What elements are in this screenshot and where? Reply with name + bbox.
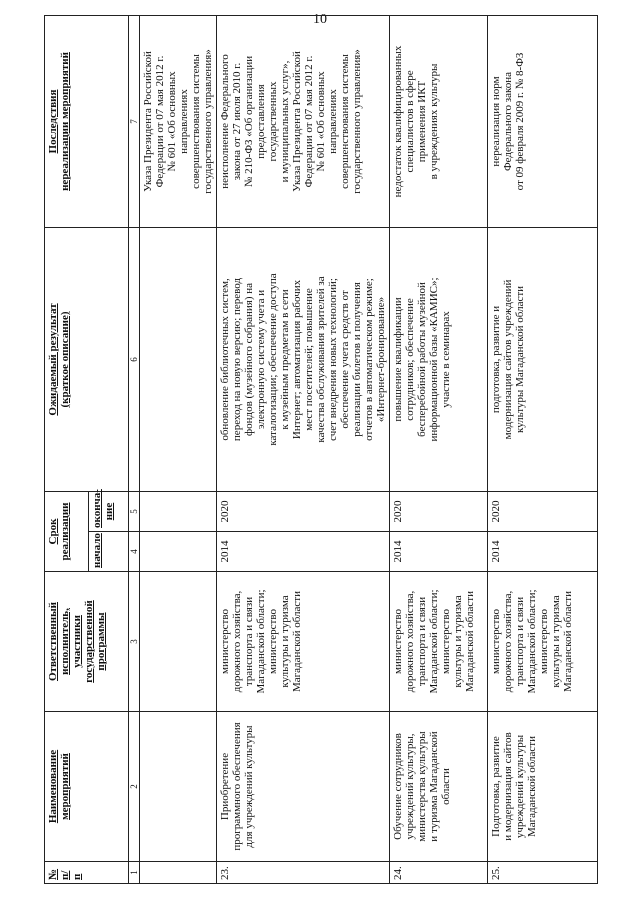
row-number: 25. xyxy=(488,862,598,884)
end-year xyxy=(140,491,217,531)
column-number: 6 xyxy=(129,227,140,491)
page-number: 10 xyxy=(313,12,327,27)
executor: министерство дорожного хозяйства, транспорта и связи Магаданской области; министерство культуры и туризма Магаданской области xyxy=(488,572,598,712)
program-measures-table xyxy=(44,15,598,884)
consequence: нереализация норм Федерального закона от 09 февраля 2009 г. № 8-ФЗ xyxy=(488,15,598,227)
end-year: 2020 xyxy=(217,491,390,531)
start-year: 2014 xyxy=(217,532,390,572)
start-year xyxy=(140,532,217,572)
consequence: Указа Президента Российской Федерации от 07 мая 2012 г. № 601 «Об основных направлениях совершенствования системы государственного управления» xyxy=(140,15,217,227)
executor xyxy=(140,572,217,712)
executor: министерство дорожного хозяйства, транспорта и связи Магаданской области; министерство культуры и туризма Магаданской области xyxy=(390,572,488,712)
header-name: Наименование мероприятий xyxy=(45,712,129,862)
measure-name: Обучение сотрудников учреждений культуры, министерства культуры и туризма Магаданской области xyxy=(390,712,488,862)
row-number: 23. xyxy=(217,862,390,884)
expected-result: обновление библиотечных систем, переход на новую версию; перевод фондов (музейного собрания) на электронную систему учета и каталогизации; обеспечение доступа к музейным предметам в сети Интернет; автоматизация рабочих мест посетителей; повышение качества обслуживания зрителей за счет внедрения новых технологий; обеспечение учета средств от реализации билетов и получения отчетов в автоматическом режиме; «Интернет-бронирование» xyxy=(217,227,390,491)
header-consequence: Последствия нереализации мероприятий xyxy=(45,15,129,227)
header-result: Ожидаемый результат (краткое описание) xyxy=(45,227,129,491)
column-number: 1 xyxy=(129,862,140,884)
header-number: № п/п xyxy=(45,862,129,884)
expected-result: повышение квалификации сотрудников; обеспечение бесперебойной работы музейной информационной базы «КАМИС»; участие в семинарах xyxy=(390,227,488,491)
table-row xyxy=(488,15,598,883)
column-number: 4 xyxy=(129,532,140,572)
row-number: 24. xyxy=(390,862,488,884)
end-year: 2020 xyxy=(488,491,598,531)
consequence: недостаток квалифицированных специалистов в сфере применения ИКТ в учреждениях культуры xyxy=(390,15,488,227)
column-number: 2 xyxy=(129,712,140,862)
column-number: 5 xyxy=(129,491,140,531)
start-year: 2014 xyxy=(390,532,488,572)
table-row xyxy=(390,15,488,883)
end-year: 2020 xyxy=(390,491,488,531)
row-number xyxy=(140,862,217,884)
header-end: оконча- ние xyxy=(89,491,129,531)
measure-name: Приобретение программного обеспечения для учреждений культуры xyxy=(217,712,390,862)
consequence: неисполнение Федерального закона от 27 июля 2010 г. № 210-ФЗ «Об организации предоставления государственных и муниципальных услуг», Указа Президента Российской Федерации от 07 мая 2012 г. № 601 «Об основных направлениях совершенствования системы государственного управления» xyxy=(217,15,390,227)
header-start: начало xyxy=(89,532,129,572)
column-number: 3 xyxy=(129,572,140,712)
rotated-table-container xyxy=(44,16,598,884)
start-year: 2014 xyxy=(488,532,598,572)
header-executor: Ответственный исполнитель, участники государственной программы xyxy=(45,572,129,712)
column-number: 7 xyxy=(129,15,140,227)
measure-name: Подготовка, развитие и модернизация сайтов учреждений культуры Магаданской области xyxy=(488,712,598,862)
expected-result xyxy=(140,227,217,491)
measure-name xyxy=(140,712,217,862)
executor: министерство дорожного хозяйства, транспорта и связи Магаданской области; министерство культуры и туризма Магаданской области xyxy=(217,572,390,712)
table-row xyxy=(217,15,390,883)
expected-result: подготовка, развитие и модернизация сайтов учреждений культуры Магаданской области xyxy=(488,227,598,491)
table-row xyxy=(140,15,217,883)
header-period: Срок реализации xyxy=(45,491,89,571)
